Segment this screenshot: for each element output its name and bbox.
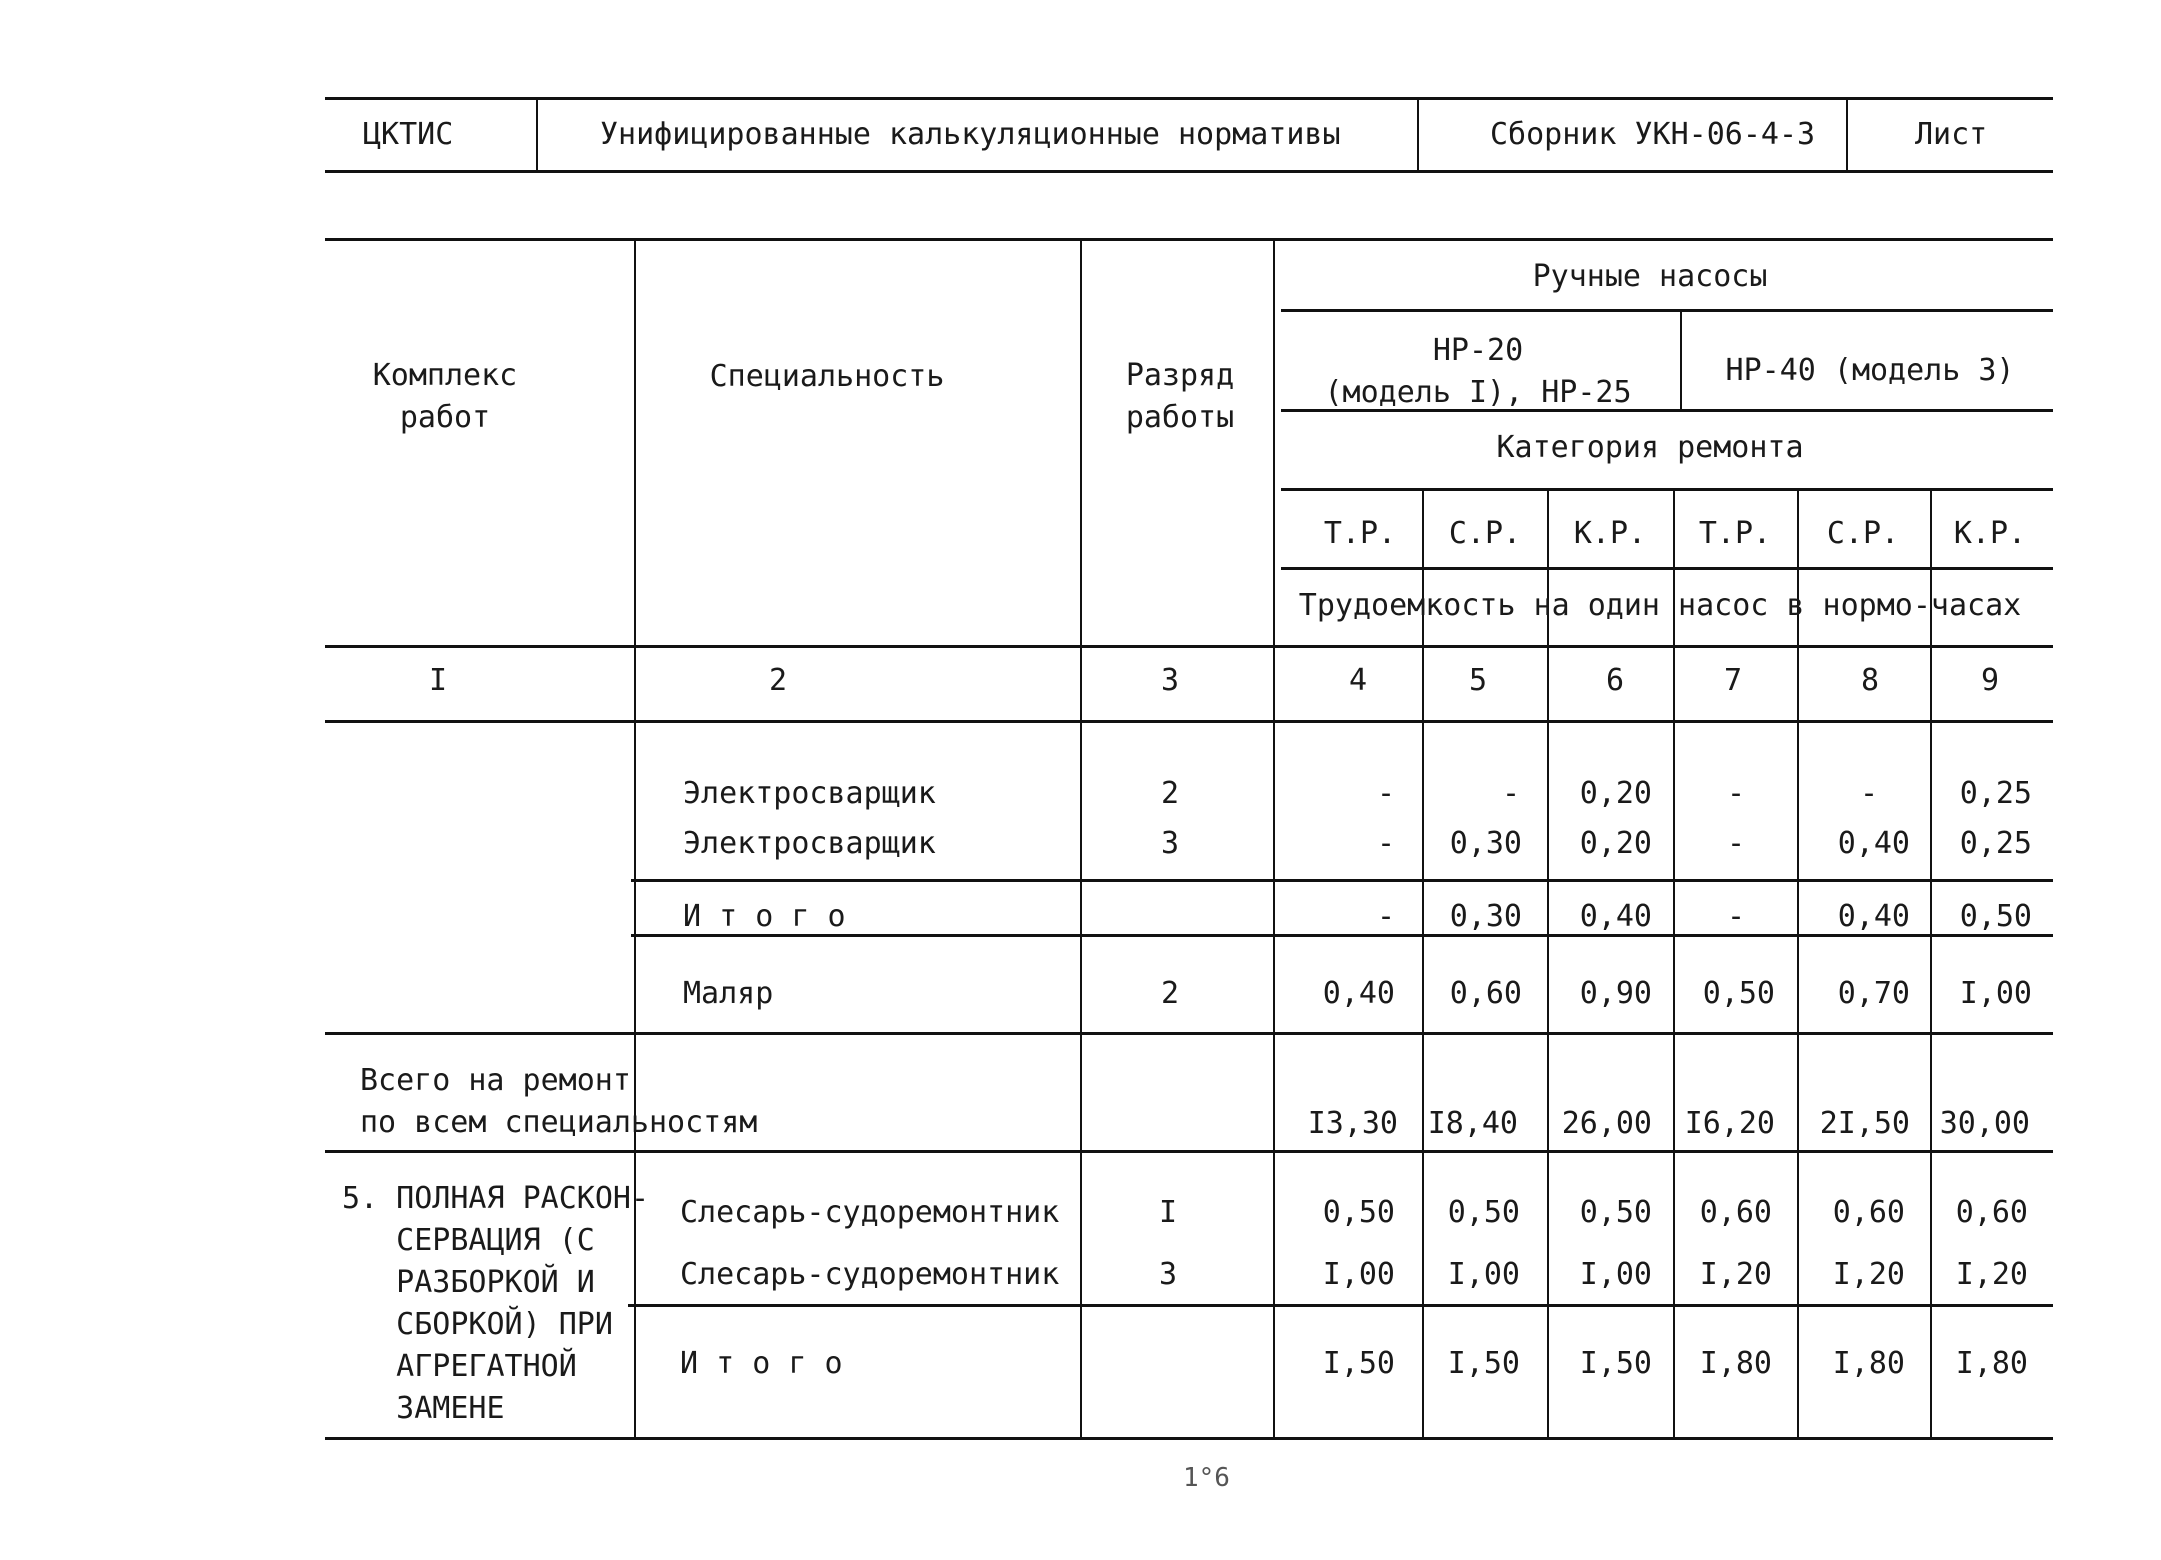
column-number: 7 [1723, 663, 1743, 698]
row-value: 0,60 [1832, 1195, 1905, 1230]
row-value: 0,40 [1837, 899, 1910, 934]
category-head: К.Р. [1573, 516, 1647, 551]
row-value: I,80 [1955, 1346, 2028, 1381]
category-head: Т.Р. [1323, 516, 1397, 551]
row-value: 0,20 [1579, 826, 1652, 861]
subtotal-label: И т о г о [680, 1346, 843, 1381]
column-number: 8 [1860, 663, 1880, 698]
column-number: 6 [1605, 663, 1625, 698]
row-grade: 2 [1160, 976, 1180, 1011]
row-value: - [1376, 899, 1395, 934]
column-number: I [428, 663, 448, 698]
category-head: К.Р. [1953, 516, 2027, 551]
column-divider [1680, 309, 1682, 409]
total-value: I6,20 [1684, 1106, 1775, 1141]
row-value: I,00 [1447, 1257, 1520, 1292]
row-value: - [1376, 776, 1395, 811]
header-org: ЦКТИС [363, 117, 454, 152]
row-value: - [1726, 899, 1745, 934]
row-specialty: Слесарь-судоремонтник [680, 1257, 1060, 1292]
row-value: 0,30 [1449, 899, 1522, 934]
row-value: 0,40 [1837, 826, 1910, 861]
row-value: 0,40 [1322, 976, 1395, 1011]
row-value: - [1859, 776, 1878, 811]
column-divider [1422, 488, 1424, 1438]
row-value: I,20 [1699, 1257, 1772, 1292]
column-head-complex: Комплекс работ [372, 358, 518, 435]
column-head-grade: Разряд работы [1125, 358, 1235, 435]
rule [1281, 309, 2053, 312]
row-grade: 3 [1158, 1257, 1178, 1292]
row-value: 0,30 [1449, 826, 1522, 861]
row-specialty: Электросварщик [683, 776, 936, 811]
row-value: 0,50 [1959, 899, 2032, 934]
rule [1281, 567, 2053, 570]
column-divider [1080, 238, 1082, 1438]
subtotal-label: И т о г о [683, 899, 846, 934]
row-value: 0,50 [1579, 1195, 1652, 1230]
column-number: 2 [768, 663, 788, 698]
row-value: I,50 [1322, 1346, 1395, 1381]
header-title: Унифицированные калькуляционные нормативы [600, 117, 1341, 152]
row-specialty: Слесарь-судоремонтник [680, 1195, 1060, 1230]
row-value: I,00 [1959, 976, 2032, 1011]
header-divider [1417, 100, 1419, 170]
row-value: 0,50 [1447, 1195, 1520, 1230]
row-value: I,50 [1447, 1346, 1520, 1381]
row-value: 0,40 [1579, 899, 1652, 934]
document-header [325, 97, 2053, 173]
total-value: 2I,50 [1819, 1106, 1910, 1141]
row-value: - [1501, 776, 1520, 811]
column-number: 5 [1468, 663, 1488, 698]
row-value: 0,50 [1702, 976, 1775, 1011]
column-number: 9 [1980, 663, 2000, 698]
total-label: Всего на ремонт по всем специальностям [360, 1063, 758, 1140]
column-divider [1797, 488, 1799, 1438]
row-value: 0,60 [1699, 1195, 1772, 1230]
row-value: I,80 [1699, 1346, 1772, 1381]
column-divider [1273, 238, 1275, 1438]
section-title: 5. ПОЛНАЯ РАСКОН- СЕРВАЦИЯ (С РАЗБОРКОЙ И СБОРКОЙ) ПРИ АГРЕГАТНОЙ ЗАМЕНЕ [342, 1181, 650, 1426]
column-numbers-rule [325, 720, 2053, 723]
group-title: Ручные насосы [1532, 259, 1768, 294]
repair-category-head: Категория ремонта [1496, 430, 1804, 465]
header-bottom-rule [325, 645, 2053, 648]
row-value: 0,60 [1449, 976, 1522, 1011]
row-value: I,50 [1579, 1346, 1652, 1381]
total-value: 26,00 [1561, 1106, 1652, 1141]
total-value: 30,00 [1939, 1106, 2030, 1141]
model-b-head: НР-40 (модель 3) [1725, 353, 2015, 388]
row-value: I,00 [1322, 1257, 1395, 1292]
row-specialty: Маляр [683, 976, 774, 1011]
row-value: 0,50 [1322, 1195, 1395, 1230]
category-head: С.Р. [1448, 516, 1522, 551]
category-head: С.Р. [1826, 516, 1900, 551]
rule [628, 1304, 2053, 1307]
column-number: 4 [1348, 663, 1368, 698]
model-a-head: НР-20 (модель I), НР-25 [1324, 333, 1632, 410]
column-divider [1930, 488, 1932, 1438]
row-value: - [1376, 826, 1395, 861]
header-sheet: Лист [1915, 117, 1988, 152]
row-value: - [1726, 826, 1745, 861]
rule [325, 1150, 2053, 1153]
rule [631, 934, 2053, 937]
table-bottom-rule [325, 1437, 2053, 1440]
row-value: I,00 [1579, 1257, 1652, 1292]
labor-caption: Трудоемкость на один насос в нормо-часах [1298, 588, 2022, 623]
total-value: I8,40 [1427, 1106, 1518, 1141]
row-value: I,20 [1832, 1257, 1905, 1292]
row-grade: I [1158, 1195, 1178, 1230]
column-head-specialty: Специальность [709, 359, 945, 394]
row-value: 0,25 [1959, 826, 2032, 861]
table-top-rule [325, 238, 2053, 241]
header-divider [536, 100, 538, 170]
column-number: 3 [1160, 663, 1180, 698]
header-collection: Сборник УКН-06-4-3 [1490, 117, 1816, 152]
row-value: 0,60 [1955, 1195, 2028, 1230]
category-head: Т.Р. [1698, 516, 1772, 551]
header-divider [1846, 100, 1848, 170]
row-value: I,80 [1832, 1346, 1905, 1381]
row-value: I,20 [1955, 1257, 2028, 1292]
rule [325, 1032, 2053, 1035]
rule [1281, 488, 2053, 491]
page-number: 1°6 [1183, 1463, 1230, 1493]
row-specialty: Электросварщик [683, 826, 936, 861]
row-value: 0,20 [1579, 776, 1652, 811]
row-value: 0,25 [1959, 776, 2032, 811]
row-grade: 3 [1160, 826, 1180, 861]
total-value: I3,30 [1307, 1106, 1398, 1141]
column-divider [1673, 488, 1675, 1438]
column-divider [1547, 488, 1549, 1438]
row-value: 0,90 [1579, 976, 1652, 1011]
row-value: - [1726, 776, 1745, 811]
row-value: 0,70 [1837, 976, 1910, 1011]
rule [631, 879, 2053, 882]
row-grade: 2 [1160, 776, 1180, 811]
